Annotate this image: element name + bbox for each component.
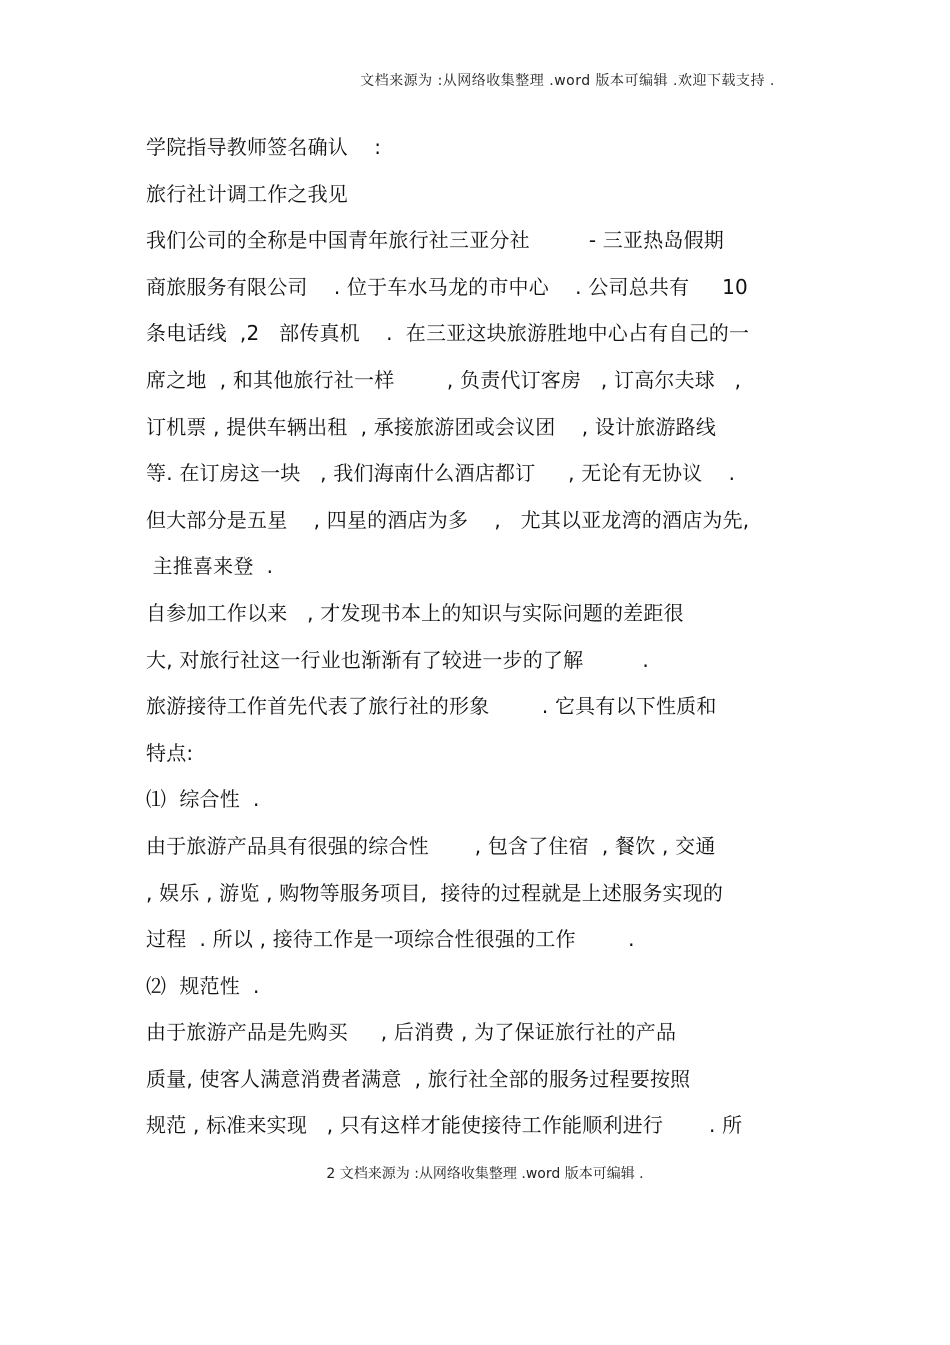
body-line: 订机票 , 提供车辆出租 , 承接旅游团或会议团 , 设计旅游路线 xyxy=(146,414,717,439)
body-line: 旅行社计调工作之我见 xyxy=(146,181,348,206)
body-line: 旅游接待工作首先代表了旅行社的形象 . 它具有以下性质和 xyxy=(146,694,717,719)
body-line: 商旅服务有限公司 . 位于车水马龙的市中心 . 公司总共有 10 xyxy=(146,274,748,299)
body-line: 大, 对旅行社这一行业也渐渐有了较进一步的了解 . xyxy=(146,647,649,672)
body-line: ⑴ 综合性 . xyxy=(146,787,260,812)
body-line: 由于旅游产品具有很强的综合性 , 包含了住宿 , 餐饮 , 交通 xyxy=(146,833,716,858)
page-header: 文档来源为 :从网络收集整理 .word 版本可编辑 .欢迎下载支持 . xyxy=(360,73,775,89)
body-line: 规范 , 标准来实现 , 只有这样才能使接待工作能顺利进行 . 所 xyxy=(146,1113,743,1138)
body-line: 过程 . 所以 , 接待工作是一项综合性很强的工作 . xyxy=(146,927,635,952)
body-line: 我们公司的全称是中国青年旅行社三亚分社 - 三亚热岛假期 xyxy=(146,228,724,253)
body-line: 自参加工作以来 , 才发现书本上的知识与实际问题的差距很 xyxy=(146,600,684,625)
body-line: 但大部分是五星 , 四星的酒店为多 , 尤其以亚龙湾的酒店为先, xyxy=(146,507,750,532)
body-line: 由于旅游产品是先购买 , 后消费 , 为了保证旅行社的产品 xyxy=(146,1020,677,1045)
body-line: 学院指导教师签名确认 : xyxy=(146,135,382,159)
body-line: ⑵ 规范性 . xyxy=(146,973,260,998)
document-body xyxy=(146,124,826,1149)
body-line: 质量, 使客人满意消费者满意 , 旅行社全部的服务过程要按照 xyxy=(146,1066,691,1091)
body-line: 等. 在订房这一块 , 我们海南什么酒店都订 , 无论有无协议 . xyxy=(146,461,736,486)
page-footer: 2 文档来源为 :从网络收集整理 .word 版本可编辑 . xyxy=(326,1166,644,1182)
body-line: 条电话线 ,2 部传真机 . 在三亚这块旅游胜地中心占有自己的一 xyxy=(146,321,750,346)
body-line: , 娱乐 , 游览 , 购物等服务项目, 接待的过程就是上述服务实现的 xyxy=(146,880,724,905)
body-line: 主推喜来登 . xyxy=(146,554,274,579)
body-line: 特点: xyxy=(146,740,194,765)
body-line: 席之地 , 和其他旅行社一样 , 负责代订客房 , 订高尔夫球 , xyxy=(146,367,742,392)
